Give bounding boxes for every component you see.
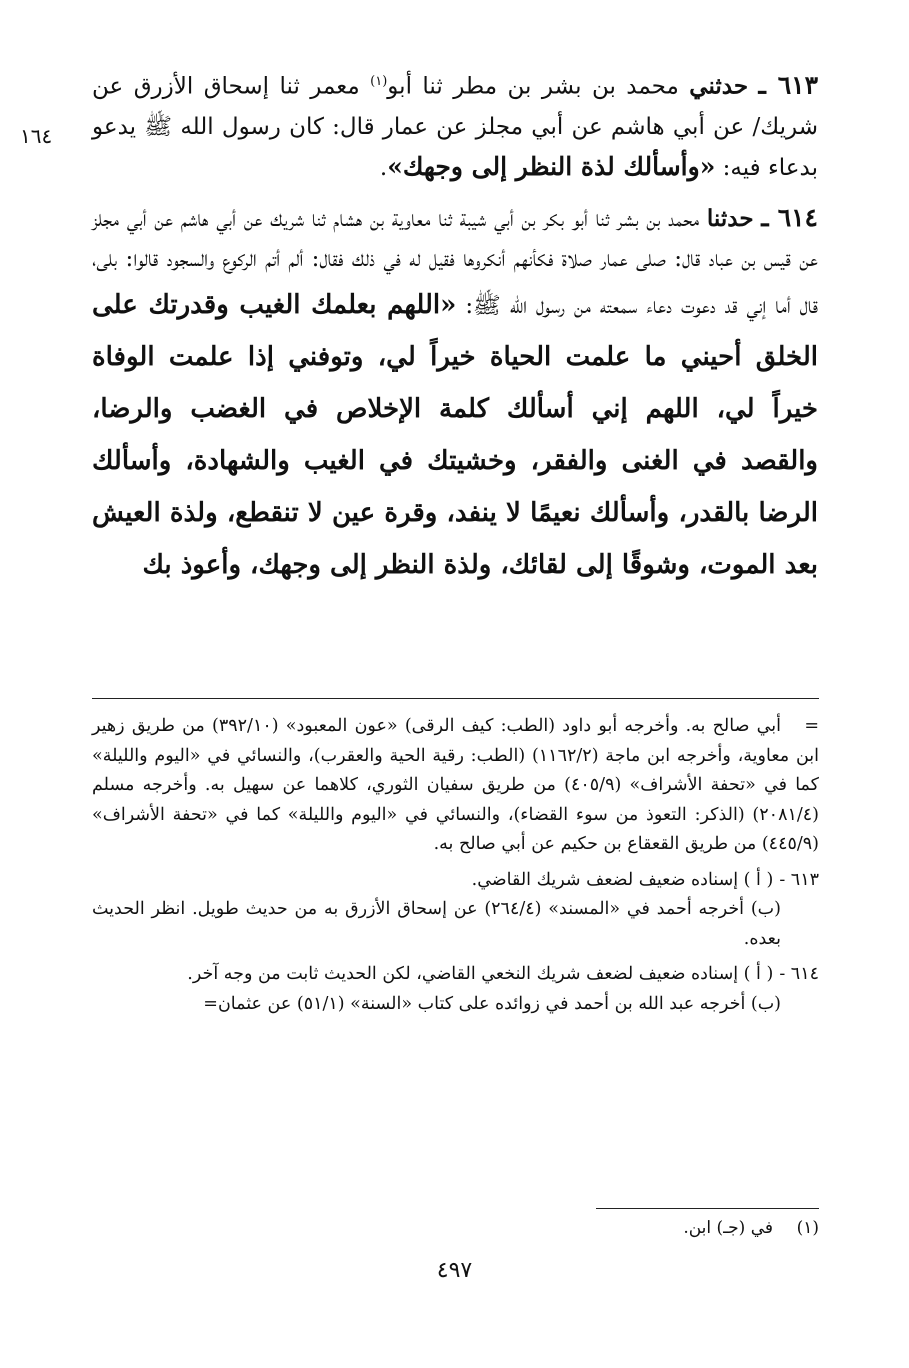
footnote-divider [596,1208,819,1209]
note-text-a: ( أ ) إسناده ضعيف لضعف شريك النخعي القاضي، لكن الحديث ثابت من وجه آخر. [187,964,774,984]
note-614 [92,960,819,1019]
hadith-isnad-line2: عن شريك/ عن أبي هاشم عن أبي مجلز عن عمار قال: كان رسول الله [92,73,818,140]
footnote-number: (١) [796,1218,819,1238]
hadith-text: ﷺ يدعو بدعاء فيه: [92,113,818,181]
footnote-text: في (جـ) ابن. [683,1218,773,1238]
note-text-b: (ب) أخرجه أحمد في «المسند» (٢٦٤/٤) عن إسحاق الأزرق به من حديث طويل. انظر الحديث بعده. [92,899,781,949]
notes-section [92,712,819,1025]
hadith-isnad: محمد بن بشر بن مطر ثنا أبو [387,73,690,100]
hadith-dua: «اللهم بعلمك الغيب وقدرتك على الخلق أحيني ما علمت الحياة خيراً لي، وتوفني إذا علمت الوفاة خيراً لي، اللهم إني أسألك كلمة الإخلاص في الغضب والرضا، والقصد في الغنى والفقر، وخشيتك في الغيب والشهادة، وأسألك الرضا بالقدر، وأسألك نعيمًا لا ينفد، وقرة عين لا تنقطع، ولذة العيش بعد الموت، وشوقًا إلى لقائك، ولذة النظر إلى وجهك، وأعوذ بك [92,289,818,580]
note-label: ٦١٤ - [779,964,819,984]
hadith-number: ٦١٤ ـ [761,202,818,232]
note-text-a: ( أ ) إسناده ضعيف لضعف شريك القاضي. [471,869,774,890]
page-number: ٤٩٧ [436,1258,473,1283]
hadith-verb: حدثنا [706,204,754,232]
main-text [92,62,818,597]
hadith-isnad: محمد بن بشر ثنا أبو بكر بن أبي شيبة ثنا معاوية بن هشام ثنا شريك عن أبي هاشم عن أبي مجلز عن قيس بن عباد قال: صلى عمار صلاة فكأنهم أنكروها فقيل له في ذلك فقال: ألم أتم الركوع والسجود قالوا: بلى، قال أما إني قد دعوت دعاء سمعته من رسول الله ﷺ: [92,205,818,319]
note-label: ٦١٣ - [779,869,819,890]
hadith-verb: حدثني [689,72,749,100]
note-text-b: (ب) أخرجه عبد الله بن أحمد في زوائده على كتاب «السنة» (٥١/١) عن عثمان= [203,993,781,1014]
footnote [92,1214,819,1242]
hadith-quote: «وأسألك لذة النظر إلى وجهك» [387,151,716,181]
footnote-marker: (١) [370,74,388,89]
manuscript-page-ref: ١٦٤ [20,124,53,148]
notes-divider [92,698,819,699]
hadith-number: ٦١٣ ـ [758,70,819,100]
note-text: أبي صالح به. وأخرجه أبو داود (الطب: كيف الرقى) «عون المعبود» (٣٩٢/١٠) من طريق زهير ابن معاوية، وأخرجه ابن ماجة (١١٦٢/٢) (الطب: رقية الحية والعقرب)، والنسائي في «اليوم والليلة» كما في «تحفة الأشراف» (٤٠٥/٩) من طريق سفيان الثوري، كلاهما عن سهيل به. وأخرجه مسلم (٢٠٨١/٤) (الذكر: التعوذ من سوء القضاء)، والنسائي في «اليوم والليلة» كما في «تحفة الأشراف» (٤٤٥/٩) من طريق القعقاع بن حكيم عن أبي صالح به. [92,716,819,854]
note-613 [92,866,819,955]
hadith-end: . [379,154,388,181]
hadith-614 [92,198,818,591]
hadith-613 [92,62,818,188]
note-continued [92,712,819,860]
continuation-marker: = [804,716,819,736]
hadith-isnad-cont: معمر ثنا إسحاق الأزرق [133,73,371,100]
